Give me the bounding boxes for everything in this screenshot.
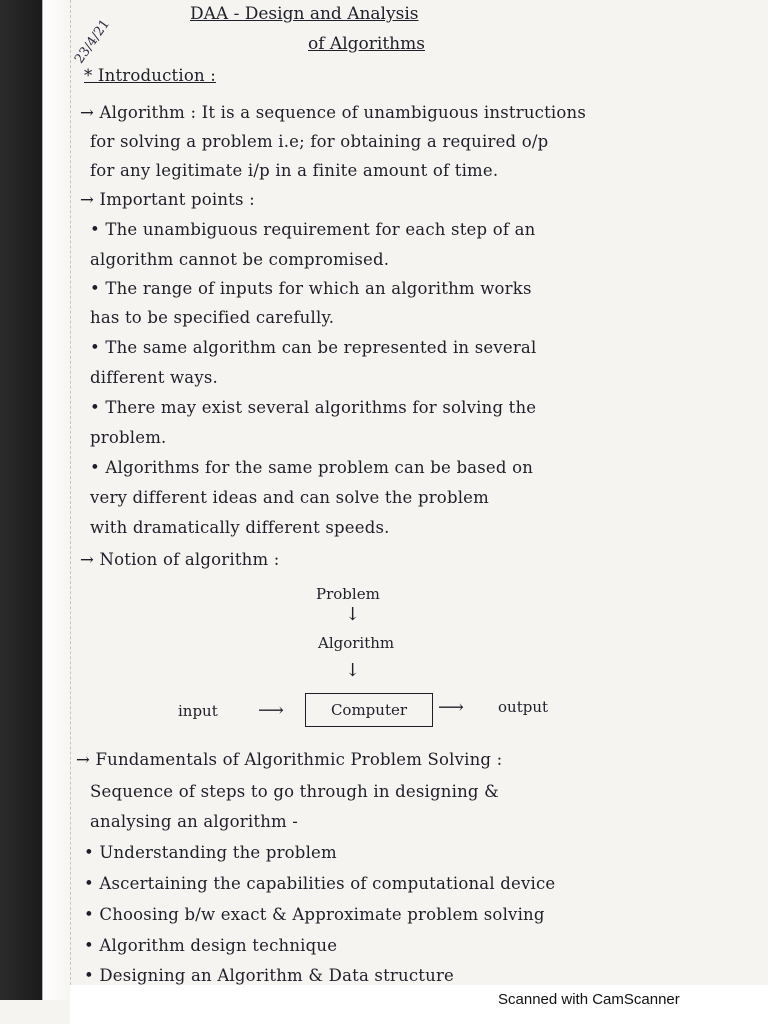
diagram-computer-box — [305, 693, 433, 727]
note-date: 23/4/21 — [72, 16, 114, 67]
note-line: • There may exist several algorithms for solving the — [90, 398, 537, 417]
diagram-problem: Problem — [316, 585, 380, 603]
diagram-input: input — [178, 702, 218, 720]
scanner-watermark: Scanned with CamScanner — [498, 991, 680, 1008]
diagram-output: output — [498, 698, 549, 716]
note-line: • Choosing b/w exact & Approximate problem solving — [84, 905, 545, 924]
note-line: Sequence of steps to go through in designing & — [90, 782, 500, 801]
note-line: • The same algorithm can be represented in several — [90, 338, 537, 357]
page-title: DAA - Design and Analysis — [190, 4, 419, 24]
diagram-computer: Computer — [330, 701, 408, 719]
note-line: with dramatically different speeds. — [90, 518, 390, 537]
note-line: • The range of inputs for which an algorithm works — [90, 279, 532, 298]
binding-edge — [0, 0, 70, 1000]
note-line: problem. — [90, 428, 167, 447]
note-line: → Important points : — [80, 190, 255, 209]
note-line: • Algorithm design technique — [84, 936, 338, 955]
arrow-down-icon: ↓ — [345, 660, 361, 681]
note-line: very different ideas and can solve the problem — [90, 488, 489, 507]
arrow-down-icon: ↓ — [345, 604, 361, 625]
note-line: algorithm cannot be compromised. — [90, 250, 390, 269]
note-line: • Algorithms for the same problem can be based on — [90, 458, 534, 477]
note-line: → Fundamentals of Algorithmic Problem Solving : — [76, 750, 503, 769]
note-line: → Notion of algorithm : — [80, 550, 280, 569]
note-line: for solving a problem i.e; for obtaining a required o/p — [90, 132, 549, 151]
note-line: → Algorithm : It is a sequence of unambiguous instructions — [80, 103, 587, 122]
note-line: • Ascertaining the capabilities of computational device — [84, 874, 556, 893]
note-line: analysing an algorithm - — [90, 812, 299, 831]
diagram-algorithm: Algorithm — [318, 634, 395, 652]
note-line: for any legitimate i/p in a finite amount of time. — [90, 161, 499, 180]
arrow-right-icon: ⟶ — [258, 700, 284, 721]
note-line: • The unambiguous requirement for each step of an — [90, 220, 536, 239]
note-line: • Designing an Algorithm & Data structure — [84, 966, 454, 985]
margin-line — [70, 0, 77, 1000]
note-line: has to be specified carefully. — [90, 308, 335, 327]
page-subtitle: of Algorithms — [308, 34, 425, 54]
arrow-right-icon: ⟶ — [438, 697, 464, 718]
note-line: different ways. — [90, 368, 218, 387]
note-line: • Understanding the problem — [84, 843, 337, 862]
intro-heading: * Introduction : — [84, 66, 216, 85]
